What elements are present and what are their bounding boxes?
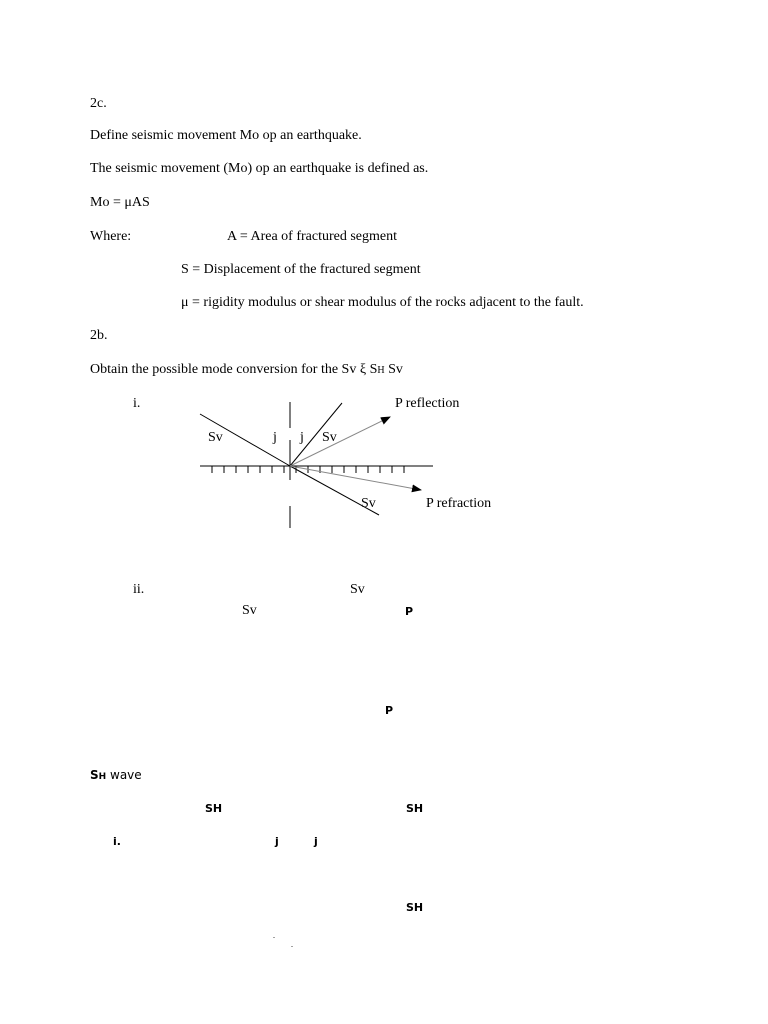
- sh-wave-heading-h: H: [98, 772, 107, 782]
- question-mode-conversion-subscript: H: [377, 365, 385, 376]
- where-label: Where:: [90, 229, 132, 244]
- label-angle-j-right: j: [300, 430, 304, 445]
- label-sv-left: Sv: [242, 603, 257, 618]
- answer-intro: The seismic movement (Mo) op an earthquake is defined as.: [90, 161, 429, 176]
- sh-wave-heading: [90, 767, 142, 785]
- sh-label-angle-j-left: j: [275, 835, 279, 848]
- heading-2c: 2c.: [90, 96, 107, 111]
- definition-rigidity: μ = rigidity modulus or shear modulus of the rocks adjacent to the fault.: [181, 295, 584, 310]
- label-sv-incident: Sv: [208, 430, 223, 445]
- stray-dot-b: .: [291, 940, 293, 949]
- label-angle-j-left: j: [273, 430, 277, 445]
- question-define-moment: Define seismic movement Mo op an earthquake.: [90, 128, 362, 143]
- label-sh-left: SH: [205, 802, 223, 815]
- label-p-bottom: P: [385, 704, 394, 717]
- label-sv-transmitted: Sv: [361, 496, 376, 511]
- sh-wave-heading-s: S: [90, 768, 99, 782]
- label-sv-top: Sv: [350, 582, 365, 597]
- question-mode-conversion-prefix: Obtain the possible mode conversion for the Sv ξ S: [90, 362, 378, 377]
- label-p-refraction: P refraction: [426, 496, 492, 511]
- definition-area: A = Area of fractured segment: [227, 229, 397, 244]
- label-sh-bottom: SH: [406, 901, 424, 914]
- heading-2b: 2b.: [90, 328, 108, 343]
- figure-i-numeral: i.: [133, 396, 141, 411]
- figure-ii-numeral: ii.: [133, 582, 145, 597]
- label-p-reflection: P reflection: [395, 396, 460, 411]
- sh-wave-heading-rest: wave: [106, 768, 142, 782]
- label-sv-reflected: Sv: [322, 430, 337, 445]
- label-p-top: P: [405, 605, 414, 618]
- reflected-p-ray: [290, 417, 390, 466]
- definition-displacement: S = Displacement of the fractured segment: [181, 262, 421, 277]
- stray-dot-a: .: [273, 931, 275, 940]
- sh-figure-numeral: i.: [113, 835, 121, 848]
- question-mode-conversion-suffix: Sv: [384, 362, 403, 377]
- label-sh-right: SH: [406, 802, 424, 815]
- moment-formula: Mo = μAS: [90, 195, 150, 210]
- sh-label-angle-j-right: j: [314, 835, 318, 848]
